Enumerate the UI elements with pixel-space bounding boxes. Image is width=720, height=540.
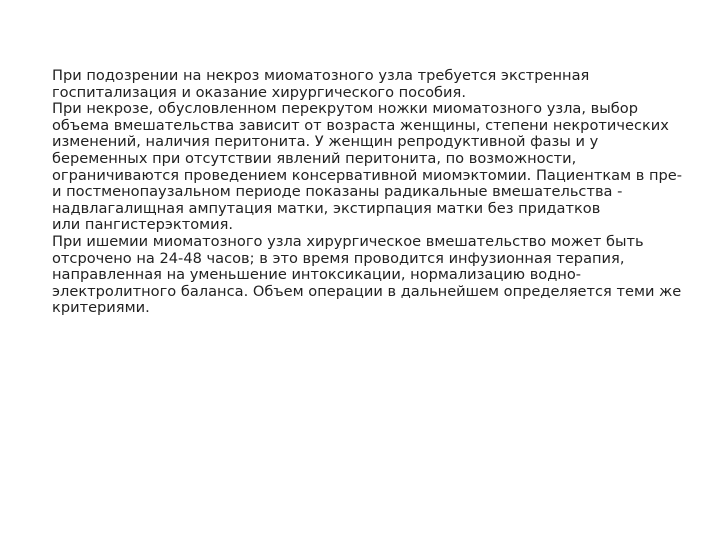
text-line: электролитного баланса. Объем операции в дальнейшем определяется теми же <box>52 282 682 300</box>
text-line: направленная на уменьшение интоксикации, нормализацию водно- <box>52 266 582 284</box>
text-line: и постменопаузальном периоде показаны радикальные вмешательства - <box>52 183 623 201</box>
text-line: надвлагалищная ампутация матки, экстирпация матки без придатков <box>52 199 601 217</box>
text-line: объема вмешательства зависит от возраста женщины, степени некротических <box>52 116 669 134</box>
text-line: беременных при отсутствии явлений перитонита, по возможности, <box>52 149 577 167</box>
text-line: отсрочено на 24-48 часов; в это время проводится инфузионная терапия, <box>52 249 625 267</box>
text-line: При подозрении на некроз миоматозного узла требуется экстренная <box>52 67 590 84</box>
text-line: или пангистерэктомия. <box>52 216 234 234</box>
text-line: критериями. <box>52 299 150 317</box>
text-line: При некрозе, обусловленном перекрутом ножки миоматозного узла, выбор <box>52 100 638 118</box>
text-line: При ишемии миоматозного узла хирургическое вмешательство может быть <box>52 232 644 250</box>
text-line: ограничиваются проведением консервативной миомэктомии. Пациенткам в пре- <box>52 166 683 184</box>
text-line: госпитализация и оказание хирургического пособия. <box>52 83 466 101</box>
body-text <box>52 68 692 317</box>
text-line: изменений, наличия перитонита. У женщин репродуктивной фазы и у <box>52 133 599 151</box>
